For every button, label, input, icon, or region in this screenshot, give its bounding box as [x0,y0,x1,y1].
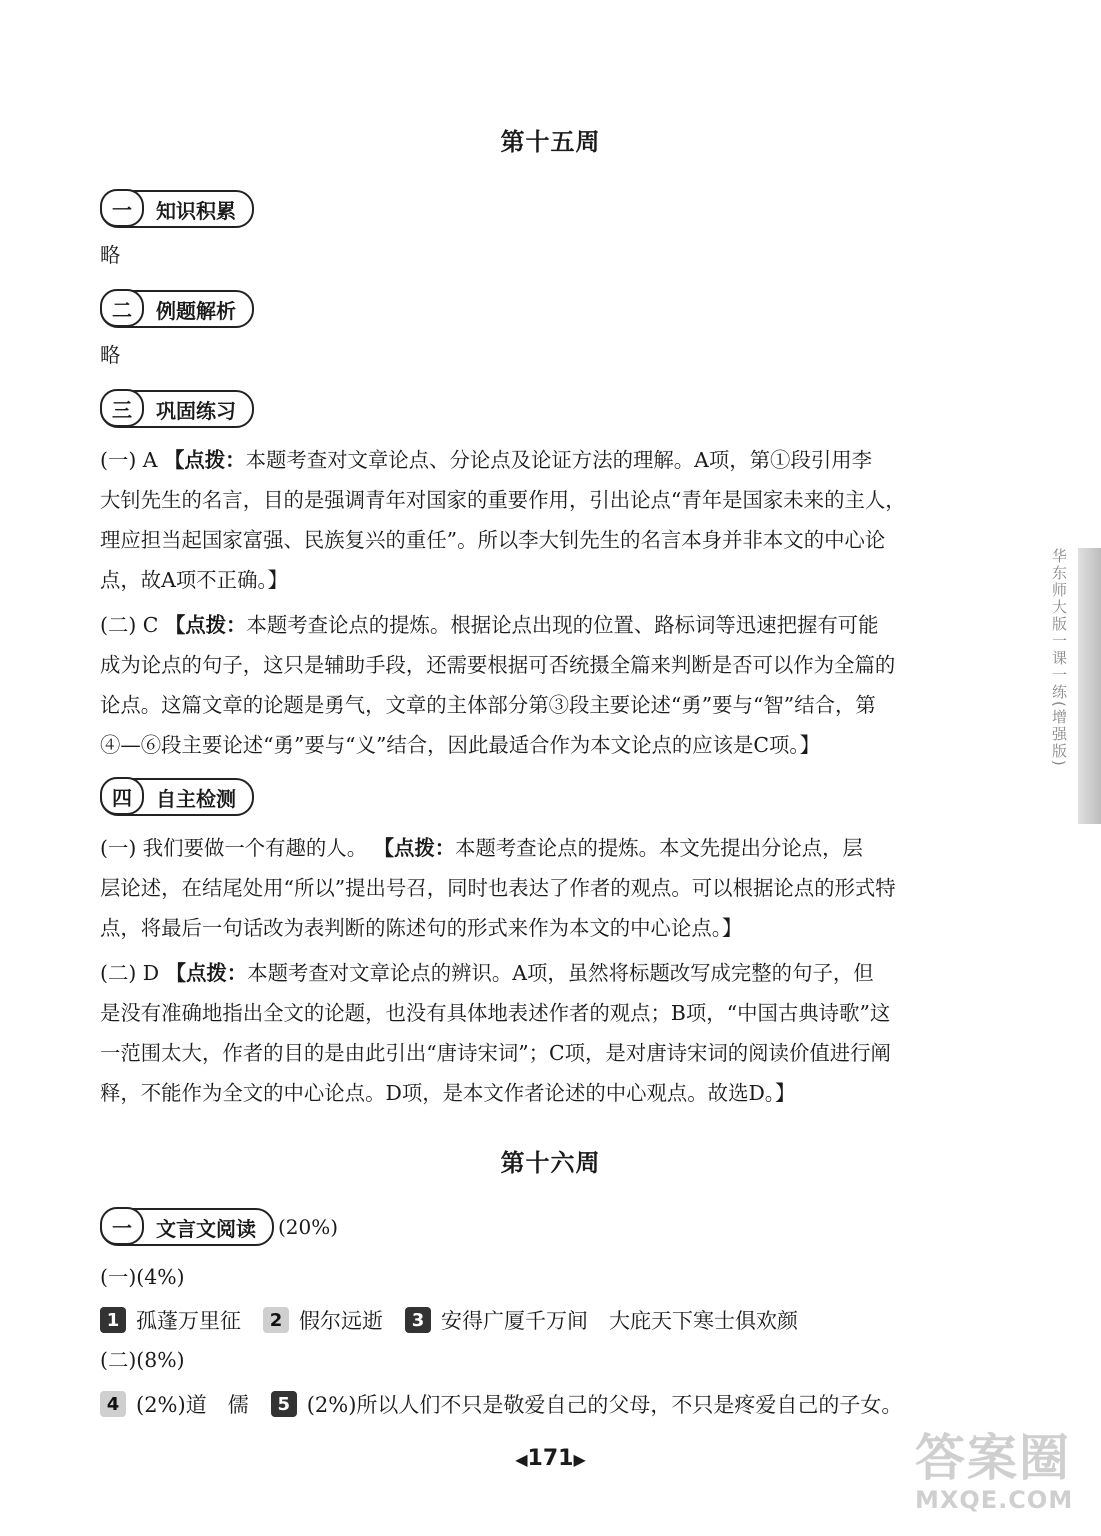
section-classical-reading [100,1208,338,1246]
answer-row [100,1302,798,1338]
answer-text: 孤蓬万里征 [136,1309,241,1333]
side-tab-text: 华东师大版一课一练(增强版) [1050,548,1068,768]
answer-text: (2%)道 儒 [136,1393,249,1417]
section-score: (20%) [278,1215,339,1239]
paragraph-line: 释，不能作为全文的中心论点。D项，是本文作者论述的中心观点。故选D。】 [100,1081,796,1105]
section-pill [100,778,254,816]
week15-title: 第十五周 [500,128,601,156]
paragraph-line: 成为论点的句子，这只是辅助手段，还需要根据可否统摄全篇来判断是否可以作为全篇的 [100,653,896,677]
paragraph-line: 是没有准确地指出全文的论题，也没有具体地表述作者的观点；B项，“中国古典诗歌”这 [100,1001,891,1025]
section-heading: 文言文阅读 [156,1216,256,1241]
section-heading: 知识积累 [156,198,236,223]
paragraph-line: (一) 我们要做一个有趣的人。 【点拨：本题考查论点的提炼。本文先提出分论点，层 [100,836,863,860]
paragraph-line: 点，将最后一句话改为表判断的陈述句的形式来作为本文的中心论点。】 [100,916,743,940]
hint-keyword: 【点拨： [373,836,456,860]
section-number: 二 [100,289,144,327]
side-tab [1078,548,1101,824]
week16-title: 第十六周 [500,1149,601,1177]
question-number-badge: 2 [263,1307,289,1333]
section-pill [100,190,254,228]
section-heading: 自主检测 [156,786,236,811]
answer-text: (2%)所以人们不只是敬爱自己的父母，不只是疼爱自己的子女。 [306,1393,903,1417]
watermark-glyphs: 答案圈 [915,1429,1071,1487]
paragraph-line: ④—⑥段主要论述“勇”要与“义”结合，因此最适合作为本文论点的应该是C项。】 [100,733,820,757]
section-body: 略 [100,243,121,267]
section-heading: 巩固练习 [156,398,236,423]
section-pill [100,1208,274,1246]
section-example [100,290,254,328]
question-number-badge: 3 [405,1307,431,1333]
paragraph-line: 点，故A项不正确。】 [100,568,289,592]
answer-row [100,1386,902,1422]
paragraph-line: (一) A 【点拨：本题考查对文章论点、分论点及论证方法的理解。A项，第①段引用李 [100,448,873,472]
hint-keyword: 【点拨： [164,448,246,472]
question-number-badge: 4 [100,1391,126,1417]
left-triangle-icon: ◀ [515,1450,528,1469]
paragraph-line: 理应担当起国家富强、民族复兴的重任”。所以李大钊先生的名言本身并非本文的中心论 [100,528,886,552]
page-number-text: 171 [527,1446,574,1471]
section-pill [100,390,254,428]
question-number-badge: 5 [271,1391,297,1417]
section-number: 三 [100,389,144,427]
hint-keyword: 【点拨： [164,613,247,637]
paragraph-line: 论点。这篇文章的论题是勇气，文章的主体部分第③段主要论述“勇”要与“智”结合，第 [100,693,876,717]
paragraph-line: (二) C 【点拨：本题考查论点的提炼。根据论点出现的位置、路标词等迅速把握有可能 [100,613,879,637]
sub-heading: (二)(8%) [100,1348,185,1372]
section-pill [100,290,254,328]
hint-keyword: 【点拨： [165,961,248,985]
question-number-badge: 1 [100,1307,126,1333]
right-triangle-icon: ▶ [573,1450,586,1469]
watermark-url: MXQE.COM [915,1486,1074,1514]
section-knowledge [100,190,254,228]
sub-heading: (一)(4%) [100,1265,185,1289]
section-self-test [100,778,254,816]
section-number: 一 [100,189,144,227]
section-number: 一 [100,1207,144,1245]
paragraph-line: 大钊先生的名言，目的是强调青年对国家的重要作用，引出论点“青年是国家未来的主人， [100,488,906,512]
paragraph-line: 层论述，在结尾处用“所以”提出号召，同时也表达了作者的观点。可以根据论点的形式特 [100,876,896,900]
section-body: 略 [100,343,121,367]
paragraph-line: (二) D 【点拨：本题考查对文章论点的辨识。A项，虽然将标题改写成完整的句子，但 [100,961,874,985]
answer-text: 假尔远逝 [299,1309,383,1333]
section-practice [100,390,254,428]
section-heading: 例题解析 [156,298,236,323]
watermark-logo [915,1430,1095,1530]
section-number: 四 [100,777,144,815]
paragraph-line: 一范围太大，作者的目的是由此引出“唐诗宋词”；C项，是对唐诗宋词的阅读价值进行阐 [100,1041,891,1065]
answer-text: 安得广厦千万间 大庇天下寒士俱欢颜 [441,1309,798,1333]
